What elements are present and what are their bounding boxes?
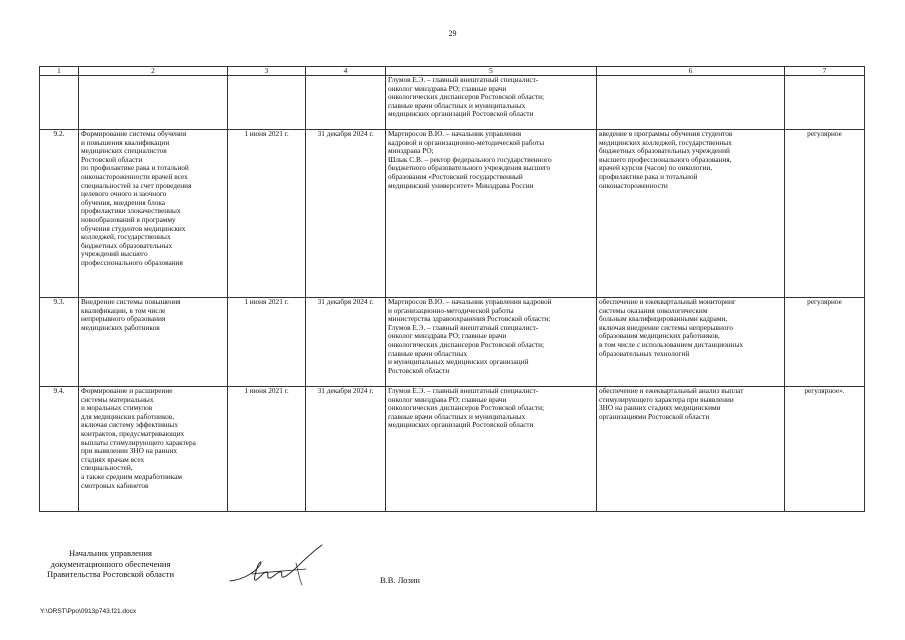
table-row bbox=[40, 130, 865, 298]
start-date: 1 июня 2021 г. bbox=[228, 130, 306, 298]
text-line: и организационно-методической работы bbox=[388, 305, 514, 315]
periodicity-cell: регулярное bbox=[785, 130, 865, 298]
text-line: профилактики злокачественных bbox=[81, 206, 181, 216]
text-line: в том числе с использованием дистанционных bbox=[599, 339, 744, 349]
text-line: Мартиросов В.Ю. – начальник управления bbox=[388, 129, 522, 138]
text-line: бюджетных образовательных учреждений bbox=[599, 146, 730, 156]
text-line: Ростовской области bbox=[81, 154, 143, 164]
text-line: высшего профессионального образования, bbox=[599, 154, 732, 164]
col-header-5: 5 bbox=[386, 67, 597, 76]
text-line: новообразований в программу bbox=[81, 214, 176, 224]
text-line: бюджетных образовательных bbox=[81, 240, 173, 250]
end-date: 31 декабря 2024 г. bbox=[306, 387, 386, 512]
text-line: Глумов Е.Э. – главный внештатный специалист- bbox=[388, 75, 539, 84]
result-cell bbox=[597, 298, 785, 387]
text-line: образовательных технологий bbox=[599, 348, 690, 358]
col-header-2: 2 bbox=[79, 67, 228, 76]
text-line: Ростовской области bbox=[388, 365, 450, 375]
signatory-title bbox=[47, 548, 174, 580]
end-date: 31 декабря 2024 г. bbox=[306, 298, 386, 387]
event-number: 9.4. bbox=[40, 387, 79, 512]
col-header-7: 7 bbox=[785, 67, 865, 76]
text-line: учреждений высшего bbox=[81, 249, 148, 259]
text-line: а также средним медработникам bbox=[81, 471, 183, 481]
col-header-1: 1 bbox=[40, 67, 79, 76]
table-row bbox=[40, 298, 865, 387]
event-cell bbox=[79, 130, 228, 298]
text-line: Мартиросов В.Ю. – начальник управления кадровой bbox=[388, 297, 552, 306]
text-line: профилактике рака и тотальной bbox=[599, 171, 698, 181]
col-header-4: 4 bbox=[306, 67, 386, 76]
text-line: Формирование и расширение bbox=[81, 386, 173, 395]
periodicity-cell: регулярное bbox=[785, 298, 865, 387]
text-line: и повышения квалификации bbox=[81, 137, 170, 147]
plan-table bbox=[39, 66, 865, 512]
text-line: обучения студентов медицинских bbox=[81, 223, 186, 233]
signatory-title-line: Начальник управления bbox=[69, 548, 152, 558]
continuation-row bbox=[40, 76, 865, 130]
text-line: министерства здравоохранения Ростовской области; bbox=[388, 314, 551, 324]
text-line: системы материальных bbox=[81, 394, 154, 404]
text-line: врачей курсов (часов) по онкологии, bbox=[599, 163, 713, 173]
responsible-cell bbox=[386, 130, 597, 298]
text-line: главные врачи областных bbox=[388, 348, 468, 358]
text-line: специальностей за счет проведения bbox=[81, 180, 192, 190]
event-cell bbox=[79, 298, 228, 387]
text-line: стадиях врачам всех bbox=[81, 454, 145, 464]
text-line: ЗНО на ранних стадиях медицинскими bbox=[599, 403, 721, 413]
text-line: обеспечение и ежеквартальный мониторинг bbox=[599, 297, 736, 306]
header-row bbox=[40, 67, 865, 76]
text-line: специальностей, bbox=[81, 463, 133, 473]
text-line: Формирование системы обучения bbox=[81, 129, 187, 138]
text-line: образования «Ростовский государственный bbox=[388, 171, 523, 181]
start-date: 1 июня 2021 г. bbox=[228, 387, 306, 512]
responsible-cell bbox=[386, 298, 597, 387]
text-line: Внедрение системы повышения bbox=[81, 297, 181, 306]
table-row bbox=[40, 387, 865, 512]
text-line: квалификации, в том числе bbox=[81, 305, 166, 315]
text-line: минздрава РО; bbox=[388, 146, 434, 156]
periodicity-cell: регулярное». bbox=[785, 387, 865, 512]
text-line: медицинских колледжей, государственных bbox=[599, 137, 732, 147]
text-line: онкологических диспансеров Ростовской области; bbox=[388, 92, 545, 102]
text-line: и муниципальных медицинских организаций bbox=[388, 357, 529, 367]
page-number: 29 bbox=[448, 29, 457, 38]
text-line: Глумов Е.Э. – главный внештатный специалист- bbox=[388, 386, 539, 395]
text-line: профессионального образования bbox=[81, 257, 183, 267]
text-line: выплаты стимулирующего характера bbox=[81, 437, 196, 447]
text-line: стимулирующего характера при выявлении bbox=[599, 394, 734, 404]
text-line: обеспечение и ежеквартальный анализ выплат bbox=[599, 386, 744, 395]
text-line: непрерывного образования bbox=[81, 314, 166, 324]
text-line: контрактов, предусматривающих bbox=[81, 428, 185, 438]
text-line: онколог минздрава РО; главные врачи bbox=[388, 83, 507, 93]
signatory-title-line: документационного обеспечения bbox=[50, 558, 171, 569]
text-line: медицинских работников bbox=[81, 322, 160, 332]
text-line: больным квалифицированными кадрами, bbox=[599, 314, 728, 324]
text-line: главные врачи областных и муниципальных bbox=[388, 100, 526, 110]
text-line: онконастороженности врачей всех bbox=[81, 171, 188, 181]
text-line: медицинских организаций Ростовской области bbox=[388, 420, 534, 430]
text-line: для медицинских работников, bbox=[81, 411, 175, 421]
text-line: бюджетного образовательного учреждения высшего bbox=[388, 163, 551, 173]
responsible-cell bbox=[386, 76, 597, 130]
text-line: введение в программы обучения студентов bbox=[599, 129, 733, 138]
text-line: обучения, внедрения блока bbox=[81, 197, 166, 207]
start-date: 1 июня 2021 г. bbox=[228, 298, 306, 387]
text-line: кадровой и организационно-методической работы bbox=[388, 137, 545, 147]
text-line: смотровых кабинетов bbox=[81, 480, 149, 490]
text-line: онкологических диспансеров Ростовской области; bbox=[388, 339, 545, 349]
text-line: медицинский университет» Минздрава России bbox=[388, 180, 534, 190]
signatory-title-line: Правительства Ростовской области bbox=[47, 569, 174, 579]
text-line: и моральных стимулов bbox=[81, 403, 153, 413]
responsible-cell bbox=[386, 387, 597, 512]
text-line: системы оказания онкологическим bbox=[599, 305, 708, 315]
text-line: организациями Ростовской области bbox=[599, 411, 710, 421]
text-line: медицинских специалистов bbox=[81, 146, 167, 156]
text-line: при выявлении ЗНО на ранних bbox=[81, 446, 177, 456]
text-line: онкологических диспансеров Ростовской области; bbox=[388, 403, 545, 413]
file-path: Y:\ORST\Ppo\0913p743.f21.docx bbox=[40, 608, 137, 615]
handwritten-signature bbox=[226, 541, 336, 589]
text-line: главные врачи областных и муниципальных bbox=[388, 411, 526, 421]
text-line: по профилактике рака и тотальной bbox=[81, 163, 189, 173]
text-line: онконастороженности bbox=[599, 180, 668, 190]
event-number: 9.2. bbox=[40, 130, 79, 298]
text-line: Глумов Е.Э. – главный внештатный специалист- bbox=[388, 322, 539, 332]
text-line: включая внедрение системы непрерывного bbox=[599, 322, 733, 332]
signatory-name: В.В. Лозин bbox=[380, 575, 420, 585]
text-line: включая систему эффективных bbox=[81, 420, 178, 430]
text-line: колледжей, государственных bbox=[81, 232, 171, 242]
text-line: медицинских организаций Ростовской области bbox=[388, 109, 534, 119]
event-cell bbox=[79, 387, 228, 512]
result-cell bbox=[597, 130, 785, 298]
text-line: Шлык С.В. – ректор федерального государственного bbox=[388, 154, 552, 164]
text-line: целевого очного и заочного bbox=[81, 189, 167, 199]
result-cell bbox=[597, 387, 785, 512]
col-header-6: 6 bbox=[597, 67, 785, 76]
text-line: онколог минздрава РО; главные врачи bbox=[388, 394, 507, 404]
end-date: 31 декабря 2024 г. bbox=[306, 130, 386, 298]
text-line: онколог минздрава РО; главные врачи bbox=[388, 331, 507, 341]
col-header-3: 3 bbox=[228, 67, 306, 76]
text-line: образования медицинских работников, bbox=[599, 331, 720, 341]
event-number: 9.3. bbox=[40, 298, 79, 387]
